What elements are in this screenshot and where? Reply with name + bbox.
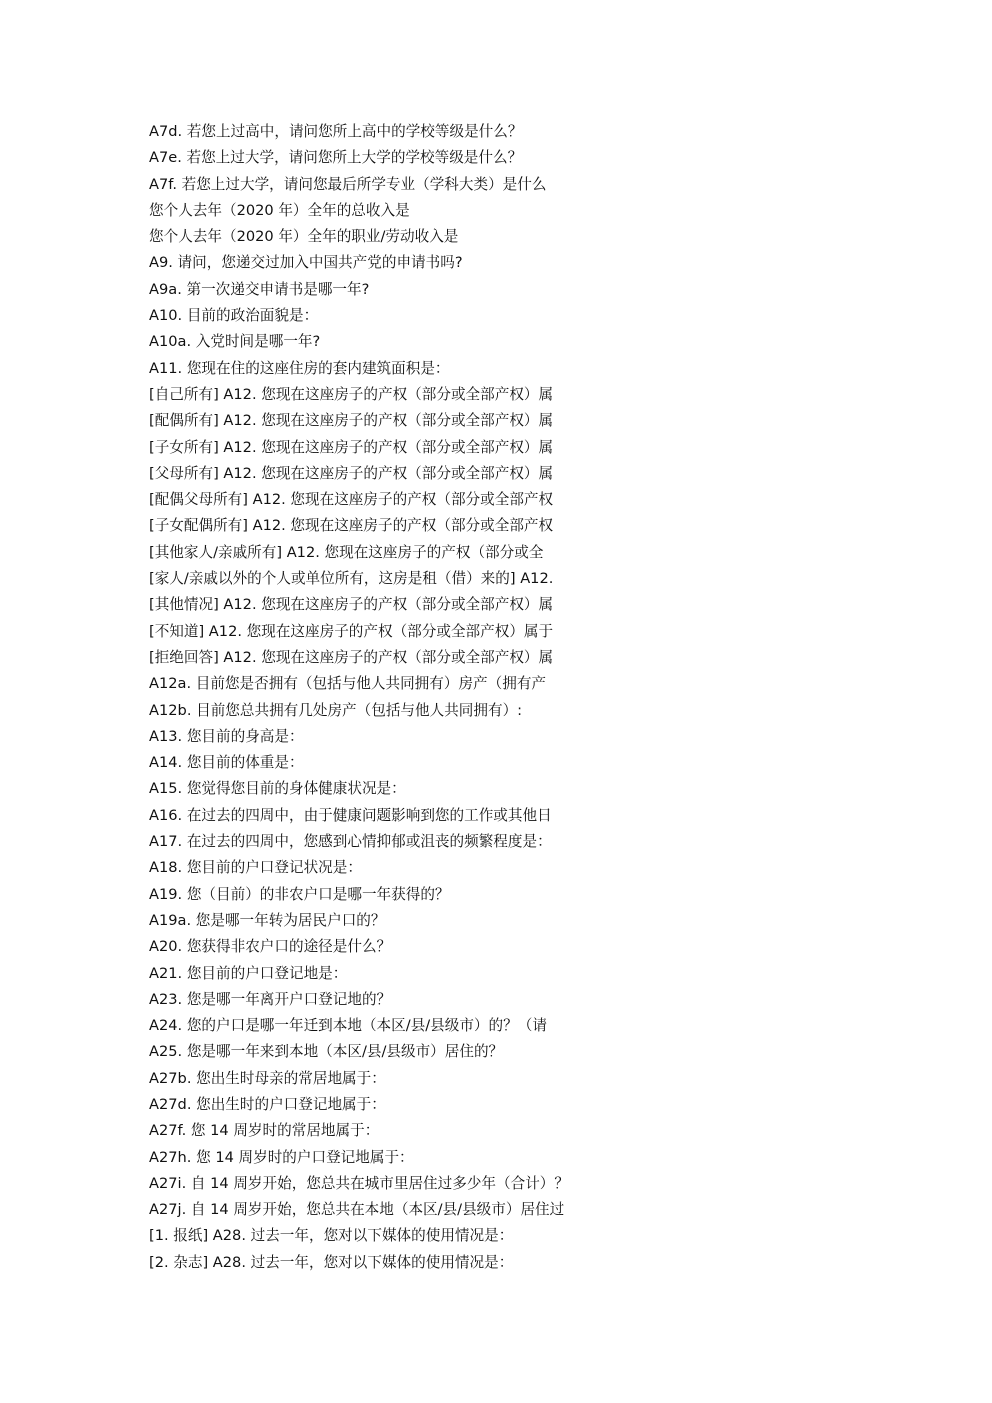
questionnaire-line: A27f. 您 14 周岁时的常居地属于： xyxy=(149,1122,380,1140)
questionnaire-line: A13. 您目前的身高是： xyxy=(149,727,304,745)
questionnaire-line: [拒绝回答] A12. 您现在这座房子的产权（部分或全部产权）属 xyxy=(149,648,554,666)
questionnaire-line: 您个人去年（2020 年）全年的职业/劳动收入是 xyxy=(149,228,459,246)
questionnaire-item-list xyxy=(149,119,669,1276)
questionnaire-line: A27i. 自 14 周岁开始，您总共在城市里居住过多少年（合计）？ xyxy=(149,1174,569,1192)
questionnaire-line: 您个人去年（2020 年）全年的总收入是 xyxy=(149,201,410,219)
questionnaire-line: A27b. 您出生时母亲的常居地属于： xyxy=(149,1069,386,1087)
questionnaire-line: [父母所有] A12. 您现在这座房子的产权（部分或全部产权）属 xyxy=(149,464,554,482)
questionnaire-line: A7f. 若您上过大学，请问您最后所学专业（学科大类）是什么 xyxy=(149,175,547,193)
questionnaire-line: A18. 您目前的户口登记状况是： xyxy=(149,859,362,877)
questionnaire-line: A10a. 入党时间是哪一年? xyxy=(149,333,321,351)
questionnaire-line: A23. 您是哪一年离开户口登记地的？ xyxy=(149,990,392,1008)
questionnaire-line: A27j. 自 14 周岁开始，您总共在本地（本区/县/县级市）居住过 xyxy=(149,1201,565,1219)
questionnaire-line: [1. 报纸] A28. 过去一年，您对以下媒体的使用情况是： xyxy=(149,1227,514,1245)
questionnaire-line: A27d. 您出生时的户口登记地属于： xyxy=(149,1095,386,1113)
questionnaire-line: A9a. 第一次递交申请书是哪一年? xyxy=(149,280,370,298)
questionnaire-line: A15. 您觉得您目前的身体健康状况是： xyxy=(149,780,406,798)
questionnaire-line: [配偶所有] A12. 您现在这座房子的产权（部分或全部产权）属 xyxy=(149,412,554,430)
questionnaire-line: A12b. 目前您总共拥有几处房产（包括与他人共同拥有）: xyxy=(149,701,523,719)
questionnaire-line: A19. 您（目前）的非农户口是哪一年获得的？ xyxy=(149,885,450,903)
questionnaire-line: A25. 您是哪一年来到本地（本区/县/县级市）居住的？ xyxy=(149,1043,504,1061)
questionnaire-line: A21. 您目前的户口登记地是： xyxy=(149,964,348,982)
questionnaire-line: [2. 杂志] A28. 过去一年，您对以下媒体的使用情况是： xyxy=(149,1253,514,1271)
questionnaire-line: [家人/亲戚以外的个人或单位所有，这房是租（借）来的] A12. xyxy=(149,570,554,588)
questionnaire-line: A10. 目前的政治面貌是： xyxy=(149,307,319,325)
questionnaire-line: A19a. 您是哪一年转为居民户口的？ xyxy=(149,911,386,929)
questionnaire-line: [其他家人/亲戚所有] A12. 您现在这座房子的产权（部分或全 xyxy=(149,543,544,561)
questionnaire-line: A20. 您获得非农户口的途径是什么？ xyxy=(149,938,392,956)
questionnaire-line: A24. 您的户口是哪一年迁到本地（本区/县/县级市）的？（请 xyxy=(149,1017,547,1035)
questionnaire-line: A7e. 若您上过大学，请问您所上大学的学校等级是什么？ xyxy=(149,149,523,167)
questionnaire-line: [其他情况] A12. 您现在这座房子的产权（部分或全部产权）属 xyxy=(149,596,554,614)
questionnaire-line: [配偶父母所有] A12. 您现在这座房子的产权（部分或全部产权 xyxy=(149,491,554,509)
questionnaire-line: A7d. 若您上过高中，请问您所上高中的学校等级是什么？ xyxy=(149,123,523,140)
questionnaire-line: A17. 在过去的四周中，您感到心情抑郁或沮丧的频繁程度是： xyxy=(149,833,552,851)
questionnaire-line: A27h. 您 14 周岁时的户口登记地属于： xyxy=(149,1148,414,1166)
questionnaire-line: [不知道] A12. 您现在这座房子的产权（部分或全部产权）属于 xyxy=(149,622,554,640)
questionnaire-line: [子女所有] A12. 您现在这座房子的产权（部分或全部产权）属 xyxy=(149,438,554,456)
questionnaire-line: [自己所有] A12. 您现在这座房子的产权（部分或全部产权）属 xyxy=(149,385,554,403)
questionnaire-line: A9. 请问，您递交过加入中国共产党的申请书吗? xyxy=(149,254,463,272)
questionnaire-line: A14. 您目前的体重是： xyxy=(149,754,304,772)
questionnaire-line: A16. 在过去的四周中，由于健康问题影响到您的工作或其他日 xyxy=(149,806,552,824)
questionnaire-line: A11. 您现在住的这座住房的套内建筑面积是： xyxy=(149,359,450,377)
questionnaire-line: A12a. 目前您是否拥有（包括与他人共同拥有）房产（拥有产 xyxy=(149,675,547,693)
questionnaire-line: [子女配偶所有] A12. 您现在这座房子的产权（部分或全部产权 xyxy=(149,517,554,535)
